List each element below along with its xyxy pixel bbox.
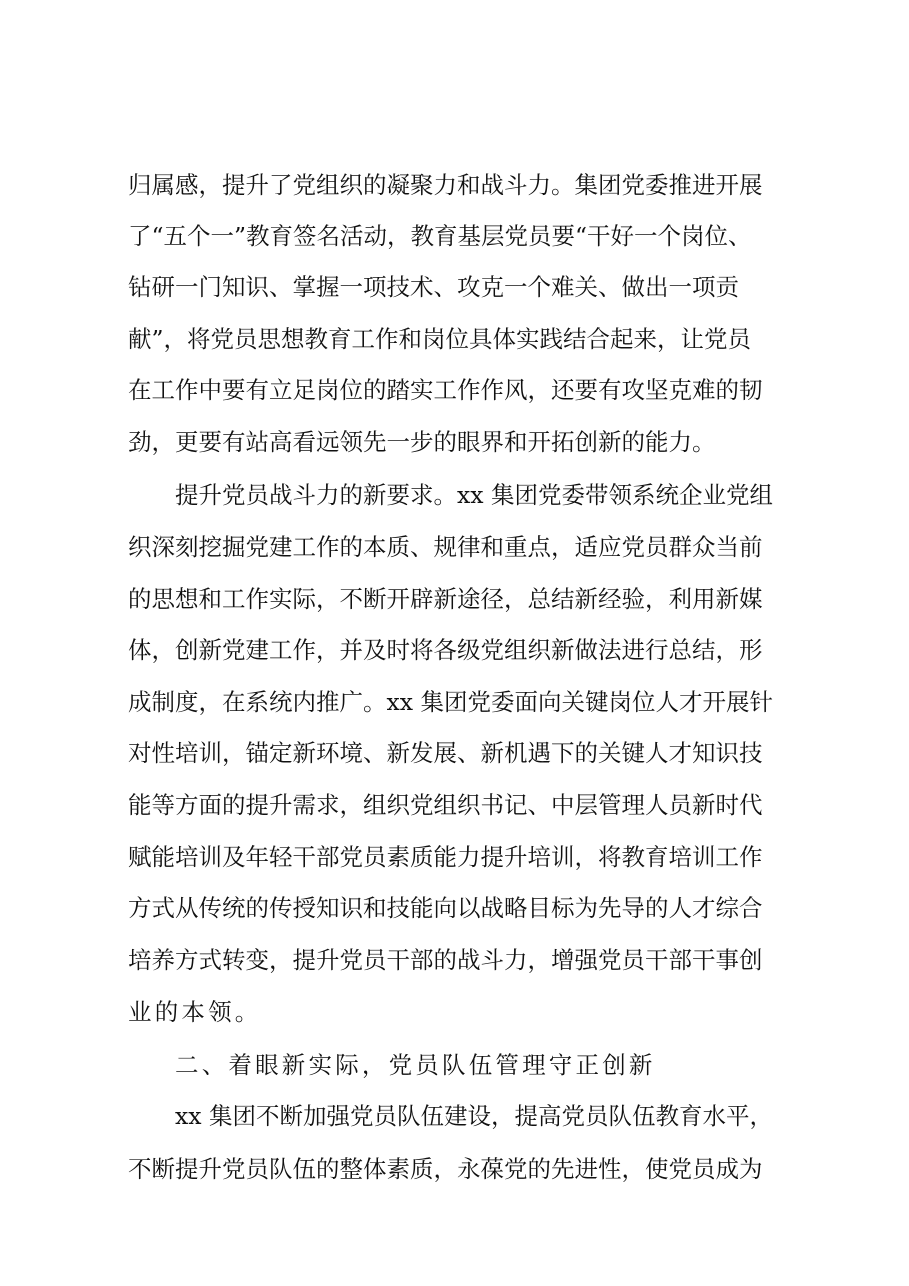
text-line: 归属感，提升了党组织的凝聚力和战斗力。集团党委推进开展 — [128, 171, 763, 199]
section-heading: 二、着眼新实际，党员队伍管理守正创新 — [175, 1051, 656, 1079]
text-line: 织深刻挖掘党建工作的本质、规律和重点，适应党员群众当前 — [128, 533, 763, 561]
text-line: 培养方式转变，提升党员干部的战斗力，增强党员干部干事创 — [128, 946, 763, 974]
paragraph-first-line: xx 集团不断加强党员队伍建设，提高党员队伍教育水平， — [175, 1102, 773, 1130]
text-line: 能等方面的提升需求，组织党组织书记、中层管理人员新时代 — [128, 791, 763, 819]
text-line: 体，创新党建工作，并及时将各级党组织新做法进行总结，形 — [128, 636, 763, 664]
text-line: 业的本领。 — [128, 998, 262, 1026]
text-line: 方式从传统的传授知识和技能向以战略目标为先导的人才综合 — [128, 894, 763, 922]
paragraph-first-line: 提升党员战斗力的新要求。xx 集团党委带领系统企业党组 — [175, 481, 773, 509]
text-line: 的思想和工作实际，不断开辟新途径，总结新经验，利用新媒 — [128, 585, 763, 613]
text-line: 了“五个一”教育签名活动，教育基层党员要“干好一个岗位、 — [128, 222, 752, 250]
text-line: 劲，更要有站高看远领先一步的眼界和开拓创新的能力。 — [128, 428, 716, 456]
text-line: 钻研一门知识、掌握一项技术、攻克一个难关、做出一项贡 — [128, 273, 739, 301]
text-line: 在工作中要有立足岗位的踏实工作作风，还要有攻坚克难的韧 — [128, 376, 763, 404]
text-line: 赋能培训及年轻干部党员素质能力提升培训，将教育培训工作 — [128, 843, 763, 871]
text-line: 不断提升党员队伍的整体素质，永葆党的先进性，使党员成为 — [128, 1155, 763, 1183]
text-line: 献”，将党员思想教育工作和岗位具体实践结合起来，让党员 — [128, 325, 752, 353]
text-line: 对性培训，锚定新环境、新发展、新机遇下的关键人才知识技 — [128, 739, 763, 767]
text-line: 成制度，在系统内推广。xx 集团党委面向关键岗位人才开展针 — [128, 688, 773, 716]
